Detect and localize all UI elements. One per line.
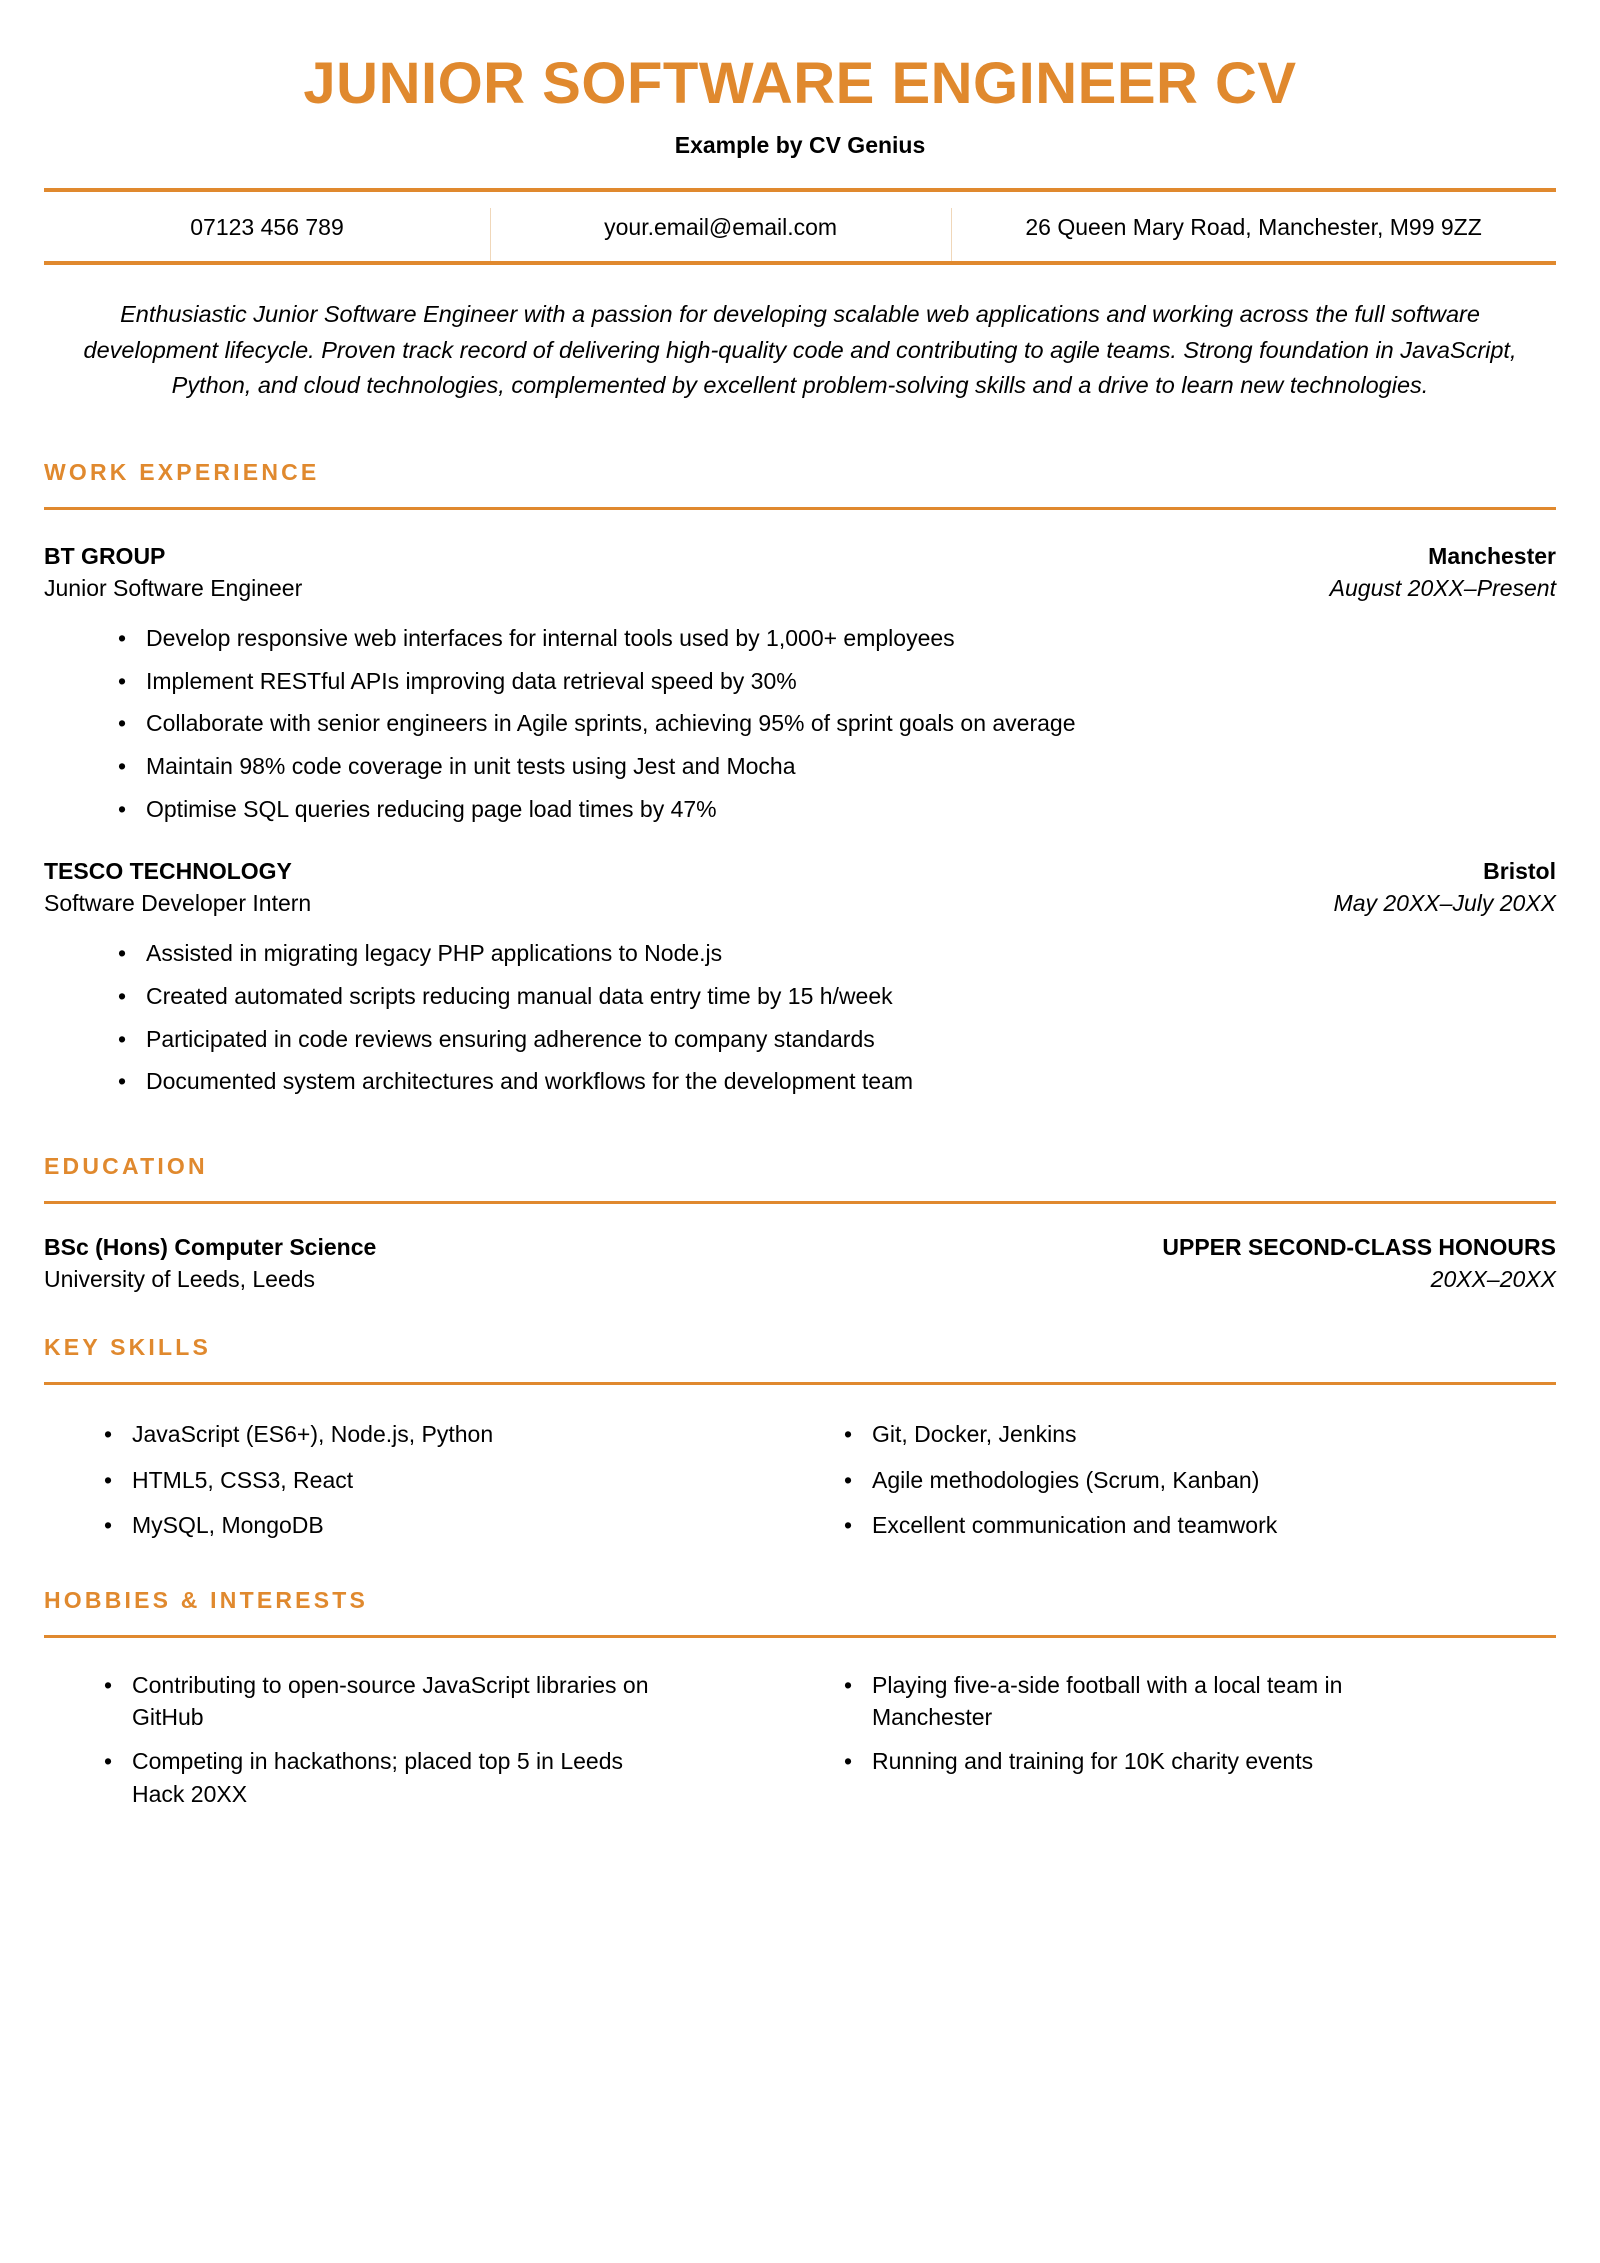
list-item: • Optimise SQL queries reducing page load times by 47%	[118, 783, 1556, 826]
education-degree: BSc (Hons) Computer Science	[44, 1233, 377, 1260]
work-entry	[44, 510, 1556, 825]
list-item: • Playing five-a-side football with a local team in Manchester	[844, 1658, 1556, 1734]
professional-summary: Enthusiastic Junior Software Engineer with a passion for developing scalable web applications and working across the full software development lifecycle. Proven track record of delivering high-quality code and contributing to agile teams. Strong foundation in JavaScript, Python, and cloud technologies, complemented by excellent problem-solving skills and a drive to learn new technologies.	[83, 300, 1517, 399]
list-item: • HTML5, CSS3, React	[104, 1451, 800, 1497]
section-work-experience	[44, 404, 1556, 1098]
list-item: • JavaScript (ES6+), Node.js, Python	[104, 1405, 800, 1451]
contact-address: 26 Queen Mary Road, Manchester, M99 9ZZ	[951, 214, 1556, 241]
list-item: • MySQL, MongoDB	[104, 1496, 800, 1542]
list-item: • Excellent communication and teamwork	[844, 1496, 1556, 1542]
hobbies-list-left	[44, 1658, 800, 1811]
education-years: 20XX–20XX	[1430, 1265, 1556, 1292]
education-honours: UPPER SECOND-CLASS HONOURS	[1162, 1233, 1556, 1260]
work-role: Junior Software Engineer	[44, 574, 303, 601]
work-role: Software Developer Intern	[44, 890, 312, 917]
list-item: • Running and training for 10K charity events	[844, 1734, 1556, 1778]
work-bullets	[44, 927, 1556, 1098]
list-item: • Implement RESTful APIs improving data retrieval speed by 30%	[118, 655, 1556, 698]
hobbies-columns	[44, 1638, 1556, 1811]
list-item: • Agile methodologies (Scrum, Kanban)	[844, 1451, 1556, 1497]
hobbies-column-right	[800, 1658, 1556, 1811]
work-organisation: TESCO TECHNOLOGY	[44, 858, 292, 885]
list-item: • Assisted in migrating legacy PHP applications to Node.js	[118, 927, 1556, 970]
section-heading-skills: KEY SKILLS	[44, 1333, 212, 1360]
list-item: • Competing in hackathons; placed top 5 in Leeds Hack 20XX	[104, 1734, 800, 1810]
education-school: University of Leeds, Leeds	[44, 1265, 316, 1292]
skills-list-right	[800, 1405, 1556, 1542]
page-subtitle: Example by CV Genius	[674, 131, 926, 158]
skills-list-left	[44, 1405, 800, 1542]
work-location: Manchester	[1428, 542, 1556, 569]
work-bullets	[44, 612, 1556, 825]
list-item: • Develop responsive web interfaces for internal tools used by 1,000+ employees	[118, 612, 1556, 655]
list-item: • Git, Docker, Jenkins	[844, 1405, 1556, 1451]
list-item: • Participated in code reviews ensuring adherence to company standards	[118, 1013, 1556, 1056]
contact-phone: 07123 456 789	[190, 213, 344, 240]
section-education	[44, 1098, 1556, 1293]
work-location: Bristol	[1483, 858, 1556, 885]
list-item: • Collaborate with senior engineers in Agile sprints, achieving 95% of sprint goals on average	[118, 697, 1556, 740]
skills-columns	[44, 1385, 1556, 1542]
list-item: • Maintain 98% code coverage in unit tests using Jest and Mocha	[118, 740, 1556, 783]
section-heading-work: WORK EXPERIENCE	[44, 458, 320, 485]
section-heading-education: EDUCATION	[44, 1152, 208, 1179]
work-organisation: BT GROUP	[44, 542, 166, 569]
page-title: JUNIOR SOFTWARE ENGINEER CV	[303, 51, 1297, 116]
list-item: • Documented system architectures and workflows for the development team	[118, 1055, 1556, 1098]
skills-column-right	[800, 1405, 1556, 1542]
work-dates: August 20XX–Present	[1329, 574, 1556, 601]
education-entry	[44, 1204, 1556, 1293]
work-dates: May 20XX–July 20XX	[1333, 890, 1556, 917]
hobbies-column-left	[44, 1658, 800, 1811]
contact-bar	[44, 192, 1556, 261]
section-key-skills	[44, 1293, 1556, 1542]
list-item: • Contributing to open-source JavaScript libraries on GitHub	[104, 1658, 800, 1734]
hobbies-list-right	[800, 1658, 1556, 1778]
section-heading-hobbies: HOBBIES & INTERESTS	[44, 1586, 369, 1613]
list-item: • Created automated scripts reducing manual data entry time by 15 h/week	[118, 970, 1556, 1013]
work-entry	[44, 825, 1556, 1098]
skills-column-left	[44, 1405, 800, 1542]
section-hobbies-interests	[44, 1542, 1556, 1811]
contact-email: your.email@email.com	[490, 214, 951, 241]
